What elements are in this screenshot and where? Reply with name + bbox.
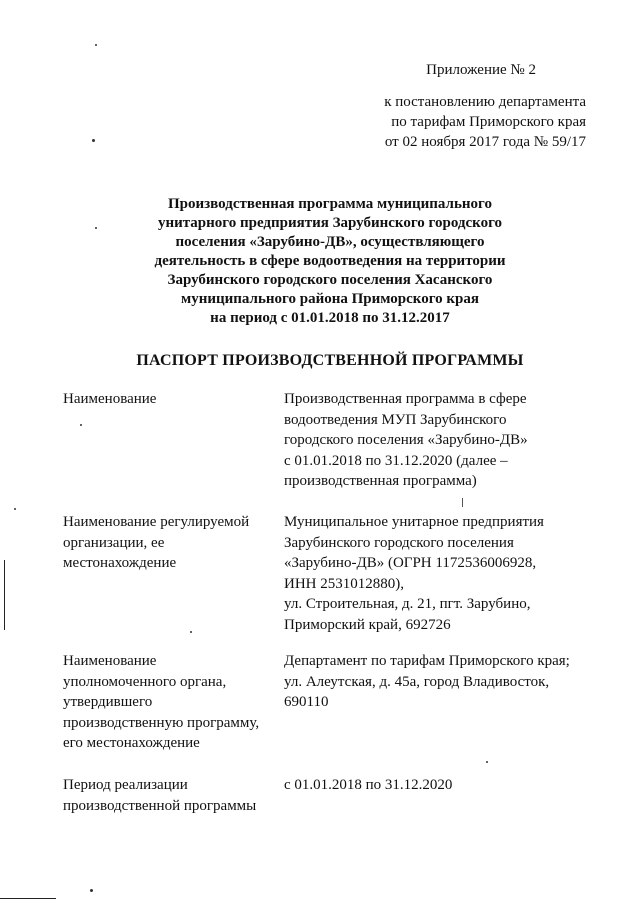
passport-heading: ПАСПОРТ ПРОИЗВОДСТВЕННОЙ ПРОГРАММЫ: [136, 352, 524, 369]
title-line: поселения «Зарубино-ДВ», осуществляющего: [175, 234, 485, 250]
row-value: [284, 512, 604, 635]
label-line: Наименование регулируемой: [63, 514, 250, 530]
value-line: городского поселения «Зарубино-ДВ»: [284, 432, 528, 448]
label-line: Наименование: [63, 391, 157, 407]
row-value: [284, 775, 604, 796]
decree-reference: [384, 92, 586, 152]
value-line: ул. Строительная, д. 21, пгт. Зарубино,: [284, 596, 531, 612]
value-line: водоотведения МУП Зарубинского: [284, 411, 507, 428]
scan-tick: [462, 498, 463, 507]
scan-speck: [486, 761, 488, 763]
label-line: уполномоченного органа,: [63, 673, 227, 690]
scan-speck: [95, 44, 97, 46]
label-line: утвердившего: [63, 694, 153, 710]
row-value: [284, 651, 604, 713]
scan-bottom-line: [0, 898, 56, 899]
title-line: деятельность в сфере водоотведения на территории: [154, 253, 506, 269]
row-label: [63, 389, 273, 410]
value-line: ИНН 2531012880),: [284, 575, 404, 592]
label-line: Период реализации: [63, 777, 188, 793]
row-label: [63, 775, 273, 816]
label-line: производственной программы: [63, 797, 257, 814]
value-line: Приморский край, 692726: [284, 616, 451, 633]
appendix-number: Приложение № 2: [426, 62, 536, 78]
row-value: [284, 389, 604, 492]
scan-speck: [95, 227, 97, 229]
decree-line: по тарифам Приморского края: [391, 114, 586, 130]
scan-speck: [80, 424, 82, 426]
label-line: производственную программу,: [63, 714, 260, 731]
value-line: «Зарубино-ДВ» (ОГРН 1172536006928,: [284, 555, 537, 571]
decree-line: от 02 ноября 2017 года № 59/17: [384, 134, 586, 150]
title-line: Производственная программа муниципального: [168, 196, 492, 212]
scan-speck: [190, 631, 192, 633]
scan-edge-line: [4, 560, 5, 630]
value-line: ул. Алеутская, д. 45а, город Владивосток,: [284, 673, 550, 690]
value-line: производственная программа): [284, 473, 477, 489]
label-line: Наименование: [63, 653, 157, 669]
label-line: организации, ее: [63, 534, 165, 551]
value-line: с 01.01.2018 по 31.12.2020 (далее –: [284, 452, 508, 469]
title-line: муниципального района Приморского края: [180, 291, 480, 307]
label-line: местонахождение: [63, 555, 177, 571]
scan-speck: [92, 139, 95, 142]
decree-line: к постановлению департамента: [384, 94, 586, 110]
value-line: Муниципальное унитарное предприятия: [284, 514, 544, 530]
value-line: Департамент по тарифам Приморского края;: [284, 653, 570, 669]
title-line: унитарного предприятия Зарубинского городского: [157, 215, 503, 231]
program-title: [110, 195, 550, 328]
value-line: Зарубинского городского поселения: [284, 534, 514, 551]
value-line: с 01.01.2018 по 31.12.2020: [284, 777, 453, 793]
value-line: Производственная программа в сфере: [284, 391, 527, 407]
value-line: 690110: [284, 694, 329, 710]
row-label: [63, 512, 273, 574]
title-line: Зарубинского городского поселения Хасанского: [167, 272, 493, 288]
scan-speck: [14, 508, 16, 510]
label-line: его местонахождение: [63, 735, 200, 751]
row-label: [63, 651, 273, 754]
scan-speck: [90, 889, 93, 892]
title-line: на период с 01.01.2018 по 31.12.2017: [210, 310, 450, 326]
